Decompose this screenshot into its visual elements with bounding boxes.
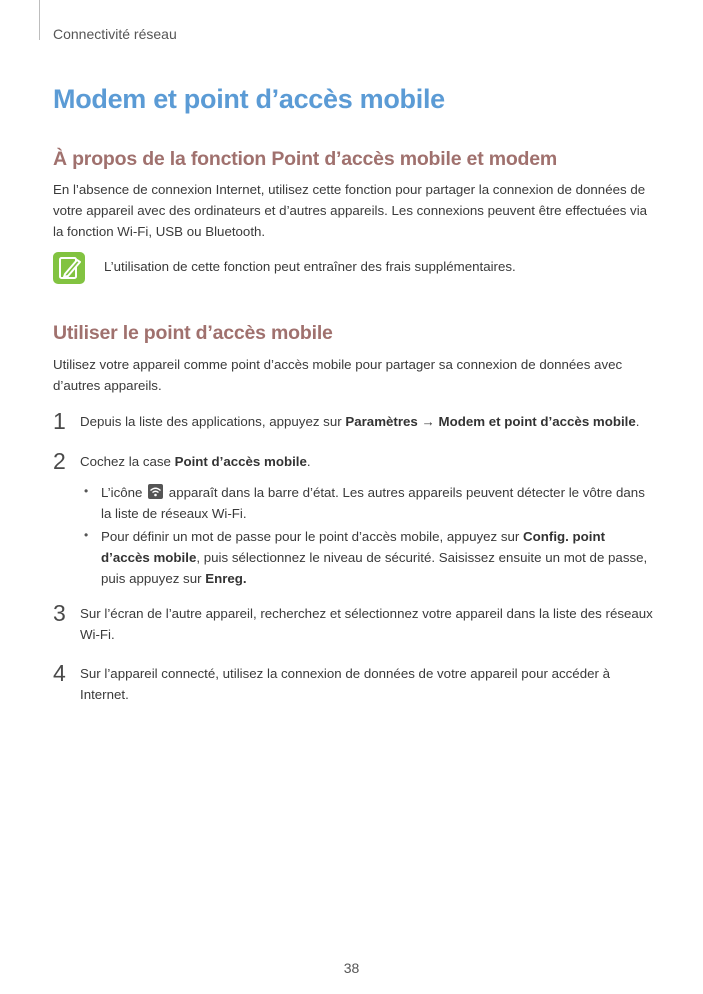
step-number: 2 [53,448,66,474]
page-number: 38 [343,960,360,976]
running-header: Connectivité réseau [53,26,177,42]
section-heading-hotspot: Utiliser le point d’accès mobile [53,322,333,344]
bullet-text: Pour définir un mot de passe pour le point d’accès mobile, appuyez sur Config. point d’accès mobile, puis sélectionnez le niveau de sécurité. Saisissez ensuite un mot de passe, puis appuyez sur Enreg. [101,529,648,586]
page-margin-rule [39,0,40,40]
page-title: Modem et point d’accès mobile [53,84,445,114]
bullet-text: L’icône apparaît dans la barre d’état. Les autres appareils peuvent détecter le vôtre dans la liste de réseaux Wi-Fi. [101,485,645,521]
ui-label-settings: Paramètres [345,414,418,429]
ui-label-tethering: Modem et point d’accès mobile [438,414,636,429]
section-hotspot-intro: Utilisez votre appareil comme point d’accès mobile pour partager sa connexion de données avec d’autres appareils. [53,357,623,393]
step-text: Cochez la case Point d’accès mobile. [80,454,311,469]
bullet-dot: • [84,528,89,542]
step-text: Sur l’appareil connecté, utilisez la connexion de données de votre appareil pour accéder à Internet. [80,666,610,702]
hotspot-status-icon [148,484,163,499]
section-about-body: En l’absence de connexion Internet, utilisez cette fonction pour partager la connexion de données de votre appareil avec des ordinateurs et d’autres appareils. Les connexions peuvent être effectuées via la fonction Wi-Fi, USB ou Bluetooth. [53,182,648,239]
note-pencil-icon [53,252,85,284]
note-text: L’utilisation de cette fonction peut entraîner des frais supplémentaires. [104,259,516,274]
step-text: Sur l’écran de l’autre appareil, recherchez et sélectionnez votre appareil dans la liste des réseaux Wi-Fi. [80,606,653,642]
bullet-dot: • [84,484,89,498]
step-number: 4 [53,660,66,686]
step-number: 1 [53,408,66,434]
section-heading-about: À propos de la fonction Point d’accès mobile et modem [53,148,558,170]
step-number: 3 [53,600,66,626]
ui-label-mobile-hotspot: Point d’accès mobile [174,454,307,469]
ui-label-save: Enreg. [205,571,247,586]
step-text: Depuis la liste des applications, appuyez sur Paramètres → Modem et point d’accès mobile. [80,414,640,429]
ui-label-hotspot-config: Config. point d’accès mobile [101,529,606,565]
